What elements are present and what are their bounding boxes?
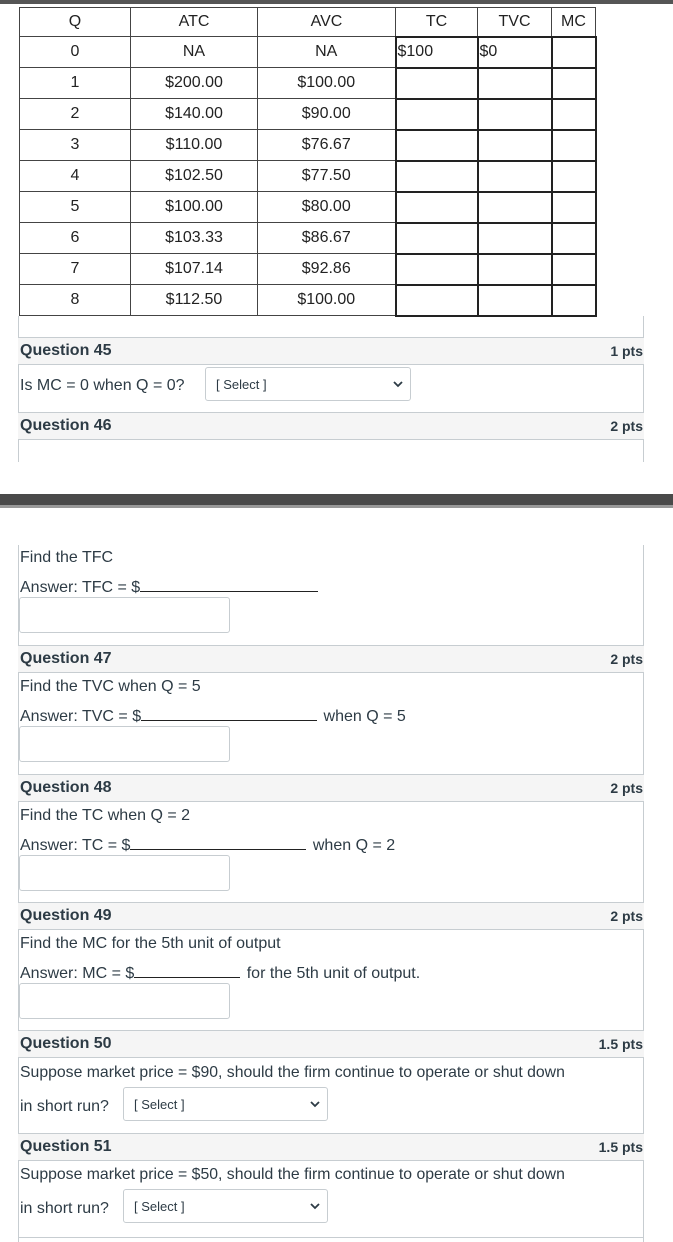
table-cell <box>396 68 478 99</box>
question-title: Question 50 <box>20 1035 112 1052</box>
question-49-header <box>18 902 644 930</box>
table-cell: $100 <box>396 37 478 68</box>
select-value: [ Select ] <box>216 376 267 392</box>
question-48-answer-input[interactable] <box>19 855 230 891</box>
question-45-select[interactable] <box>205 367 411 401</box>
table-cell <box>478 285 552 316</box>
question-title: Question 46 <box>20 417 112 434</box>
bottom-rule <box>18 1237 644 1238</box>
table-cell: 1 <box>20 68 131 99</box>
chevron-down-icon <box>303 1190 327 1222</box>
table-row <box>20 192 596 223</box>
question-points: 2 pts <box>610 908 643 924</box>
answer-blank <box>130 834 306 850</box>
question-50-line2: in short run? <box>20 1098 109 1115</box>
question-title: Question 47 <box>20 650 112 667</box>
table-cell <box>478 254 552 285</box>
col-header-q: Q <box>20 8 131 37</box>
table-cell: $100.00 <box>131 192 258 223</box>
table-cell: $103.33 <box>131 223 258 254</box>
chevron-down-icon <box>303 1088 327 1120</box>
question-45-header <box>18 337 644 365</box>
question-49-line2 <box>20 962 420 983</box>
question-points: 1 pts <box>610 343 643 359</box>
table-cell: $112.50 <box>131 285 258 316</box>
question-points: 2 pts <box>610 780 643 796</box>
table-cell <box>478 130 552 161</box>
table-cell <box>478 192 552 223</box>
table-header-row <box>20 8 596 37</box>
table-row <box>20 37 596 68</box>
table-row <box>20 99 596 130</box>
table-cell <box>478 99 552 130</box>
table-cell <box>478 223 552 254</box>
table-cell <box>396 223 478 254</box>
table-row <box>20 161 596 192</box>
table-cell <box>552 68 596 99</box>
answer-label: Answer: TC = $ <box>20 837 131 854</box>
table-cell <box>552 37 596 68</box>
table-cell: 2 <box>20 99 131 130</box>
chevron-down-icon <box>386 368 410 400</box>
table-cell: $90.00 <box>258 99 396 130</box>
table-cell: NA <box>131 37 258 68</box>
question-50-line1: Suppose market price = $90, should the firm continue to operate or shut down <box>20 1064 565 1081</box>
table-cell: $110.00 <box>131 130 258 161</box>
question-points: 1.5 pts <box>598 1036 643 1052</box>
table-cell: $0 <box>478 37 552 68</box>
table-cell <box>396 192 478 223</box>
col-header-tc: TC <box>396 8 478 37</box>
table-cell: 3 <box>20 130 131 161</box>
table-cell: 7 <box>20 254 131 285</box>
question-47-header <box>18 645 644 673</box>
table-cell <box>552 223 596 254</box>
question-points: 2 pts <box>610 651 643 667</box>
question-49-line1: Find the MC for the 5th unit of output <box>20 935 281 952</box>
table-cell: $86.67 <box>258 223 396 254</box>
table-row <box>20 223 596 254</box>
question-46-answer-input[interactable] <box>19 597 230 633</box>
table-cell: $102.50 <box>131 161 258 192</box>
answer-suffix: for the 5th unit of output. <box>246 965 421 982</box>
question-51-line1: Suppose market price = $50, should the firm continue to operate or shut down <box>20 1166 565 1183</box>
select-value: [ Select ] <box>134 1096 185 1112</box>
question-title: Question 48 <box>20 779 112 796</box>
table-row <box>20 285 596 316</box>
table-cell <box>396 130 478 161</box>
col-header-tvc: TVC <box>478 8 552 37</box>
question-47-line1: Find the TVC when Q = 5 <box>20 678 201 695</box>
table-cell: $77.50 <box>258 161 396 192</box>
table-cell <box>552 254 596 285</box>
table-row <box>20 130 596 161</box>
question-50-select[interactable] <box>123 1087 328 1121</box>
screenshot-divider <box>0 494 673 508</box>
table-row <box>20 68 596 99</box>
question-51-select[interactable] <box>123 1189 328 1223</box>
question-48-header <box>18 774 644 802</box>
question-48-line2 <box>20 834 395 855</box>
table-cell <box>552 285 596 316</box>
question-title: Question 45 <box>20 342 112 359</box>
table-cell <box>552 130 596 161</box>
question-47-answer-input[interactable] <box>19 726 230 762</box>
answer-label: Answer: TVC = $ <box>20 708 142 725</box>
answer-label: Answer: TFC = $ <box>20 579 141 596</box>
table-cell: 5 <box>20 192 131 223</box>
answer-suffix: when Q = 5 <box>323 708 406 725</box>
question-49-answer-input[interactable] <box>19 983 230 1019</box>
table-cell: $107.14 <box>131 254 258 285</box>
question-47-line2 <box>20 705 406 726</box>
table-row <box>20 254 596 285</box>
question-46-header <box>18 412 644 440</box>
answer-blank <box>140 576 318 592</box>
question-title: Question 51 <box>20 1138 112 1155</box>
question-points: 2 pts <box>610 418 643 434</box>
table-cell <box>478 68 552 99</box>
table-cell: $92.86 <box>258 254 396 285</box>
answer-label: Answer: MC = $ <box>20 965 135 982</box>
table-cell: 6 <box>20 223 131 254</box>
question-45-prompt: Is MC = 0 when Q = 0? <box>20 377 185 394</box>
answer-suffix: when Q = 2 <box>312 837 396 854</box>
table-cell: $200.00 <box>131 68 258 99</box>
table-cell <box>396 161 478 192</box>
select-value: [ Select ] <box>134 1198 185 1214</box>
question-48-line1: Find the TC when Q = 2 <box>20 807 191 824</box>
table-cell: 4 <box>20 161 131 192</box>
table-cell: $80.00 <box>258 192 396 223</box>
question-50-header <box>18 1030 644 1058</box>
table-cell <box>478 161 552 192</box>
top-edge-bar <box>0 0 673 4</box>
table-cell: $76.67 <box>258 130 396 161</box>
cost-table <box>19 7 597 317</box>
table-cell: $140.00 <box>131 99 258 130</box>
question-title: Question 49 <box>20 907 112 924</box>
table-cell <box>396 254 478 285</box>
question-46-line2 <box>20 576 318 597</box>
question-51-line2: in short run? <box>20 1200 109 1217</box>
question-46-line1: Find the TFC <box>20 549 114 566</box>
table-cell <box>396 99 478 130</box>
table-cell: NA <box>258 37 396 68</box>
table-cell <box>396 285 478 316</box>
table-cell <box>552 161 596 192</box>
table-cell: 0 <box>20 37 131 68</box>
col-header-mc: MC <box>552 8 596 37</box>
table-cell <box>552 99 596 130</box>
answer-blank <box>134 962 240 978</box>
table-cell: $100.00 <box>258 68 396 99</box>
question-points: 1.5 pts <box>598 1139 643 1155</box>
col-header-avc: AVC <box>258 8 396 37</box>
table-cell: 8 <box>20 285 131 316</box>
table-cell <box>552 192 596 223</box>
question-51-header <box>18 1133 644 1161</box>
table-cell: $100.00 <box>258 285 396 316</box>
col-header-atc: ATC <box>131 8 258 37</box>
answer-blank <box>141 705 317 721</box>
